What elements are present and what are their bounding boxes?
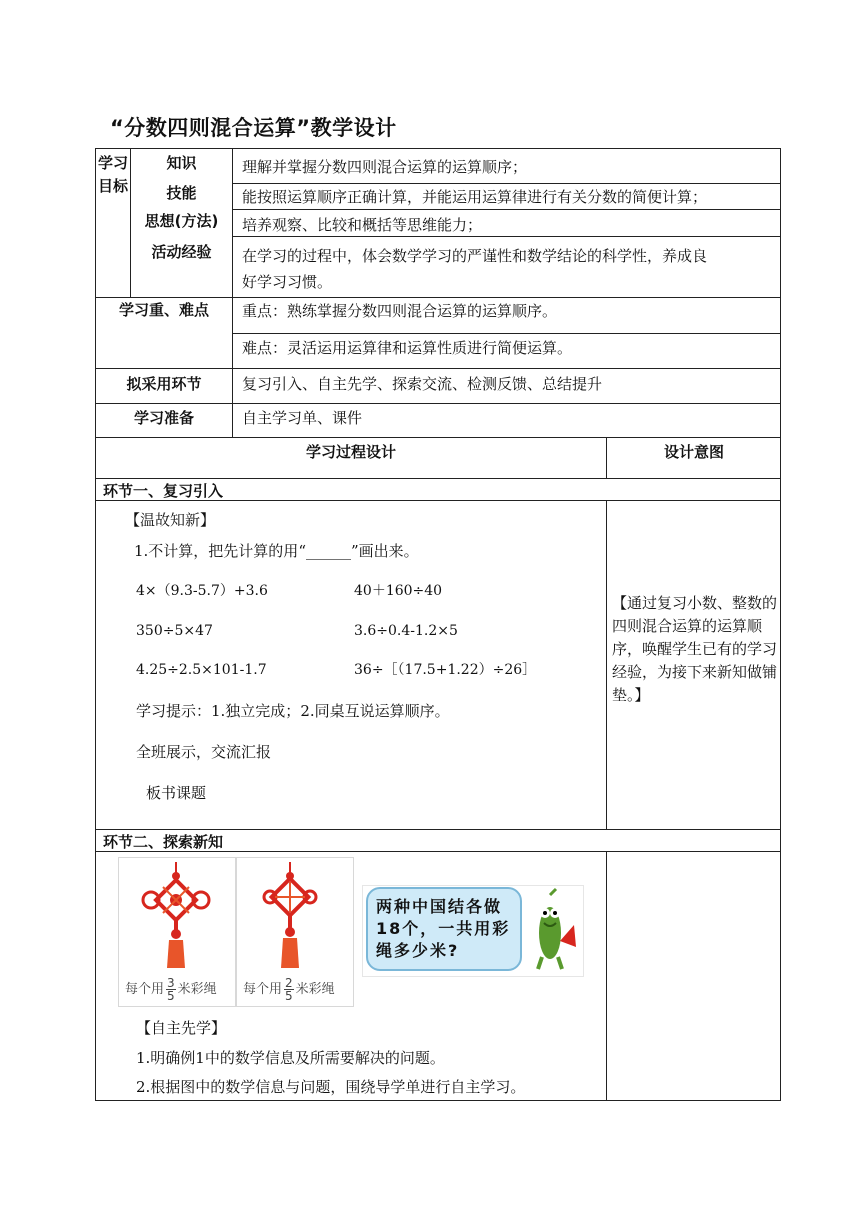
divider: [95, 437, 781, 438]
objective-label-method: 思想(方法): [144, 212, 219, 230]
intent-header: 设计意图: [663, 443, 724, 461]
objective-text-experience-line2: 好学习习惯。: [242, 273, 333, 291]
steps-text: 复习引入、自主先学、探索交流、检测反馈、总结提升: [242, 375, 603, 393]
divider: [606, 851, 607, 1101]
section2-title: 环节二、探索新知: [103, 833, 224, 851]
divider: [232, 209, 781, 210]
knot-caption-2: 每个用 $\frac{2}{5}$ 米彩绳: [243, 976, 335, 1003]
objective-text-skill: 能按照运算顺序正确计算，并能运用运算律进行有关分数的简便计算；: [242, 188, 708, 206]
expression: 4×（9.3-5.7）+3.6: [136, 583, 268, 599]
prep-label: 学习准备: [133, 409, 194, 427]
expression: 4.25÷2.5×101-1.7: [136, 662, 267, 678]
divider: [95, 368, 781, 369]
key-points-label: 学习重、难点: [118, 301, 209, 319]
section1-task: 1.不计算，把先计算的用“______”画出来。: [134, 542, 419, 560]
document-title: “分数四则混合运算”教学设计: [110, 116, 397, 140]
objectives-header: 学习目标: [97, 154, 128, 195]
divider: [95, 297, 781, 298]
steps-label: 拟采用环节: [126, 375, 202, 393]
objective-label-knowledge: 知识: [166, 154, 197, 172]
cartoon-character-icon: [520, 885, 580, 975]
section2-item2: 2.根据图中的数学信息与问题，围绕导学单进行自主学习。: [136, 1078, 526, 1096]
knot-image-2: [236, 857, 354, 1007]
knot-image-1: [118, 857, 236, 1007]
objective-text-method: 培养观察、比较和概括等思维能力；: [242, 216, 483, 234]
section1-title: 环节一、复习引入: [103, 482, 224, 500]
section2-item1: 1.明确例1中的数学信息及所需要解决的问题。: [136, 1049, 445, 1067]
prep-text: 自主学习单、课件: [242, 409, 363, 427]
section1-heading: 【温故知新】: [125, 511, 216, 529]
objective-text-experience-line1: 在学习的过程中，体会数学学习的严谨性和数学结论的科学性，养成良: [242, 247, 708, 265]
section1-board: 板书课题: [146, 784, 207, 802]
divider: [606, 500, 607, 829]
divider: [232, 148, 233, 438]
divider: [232, 236, 781, 237]
objective-text-knowledge: 理解并掌握分数四则混合运算的运算顺序；: [242, 158, 528, 176]
expression: 36÷［（17.5+1.22）÷26］: [354, 662, 537, 678]
divider: [95, 478, 781, 479]
divider: [232, 333, 781, 334]
divider: [95, 403, 781, 404]
section1-share: 全班展示，交流汇报: [136, 743, 272, 761]
key-point-difficult: 难点：灵活运用运算律和运算性质进行简便运算。: [242, 339, 573, 357]
objective-label-experience: 活动经验: [151, 243, 212, 261]
knot-caption-1: 每个用 $\frac{3}{5}$ 米彩绳: [125, 976, 217, 1003]
expression: 350÷5×47: [136, 623, 213, 639]
question-text: 两种中国结各做18个，一共用彩绳多少米?: [376, 897, 511, 960]
section2-heading: 【自主先学】: [136, 1019, 227, 1037]
key-point-important: 重点：熟练掌握分数四则混合运算的运算顺序。: [242, 302, 558, 320]
fraction: $\frac{3}{5}$: [167, 976, 175, 1003]
objective-label-skill: 技能: [166, 184, 197, 202]
expression: 40＋160÷40: [354, 583, 443, 599]
divider: [95, 829, 781, 830]
divider: [232, 183, 781, 184]
section1-tip: 学习提示：1.独立完成；2.同桌互说运算顺序。: [136, 702, 450, 720]
section1-intent: 【通过复习小数、整数的四则混合运算的运算顺序，唤醒学生已有的学习经验，为接下来新知做铺垫。】: [612, 594, 778, 704]
expression: 3.6÷0.4-1.2×5: [354, 623, 458, 639]
fraction: $\frac{2}{5}$: [285, 976, 293, 1003]
process-header: 学习过程设计: [305, 443, 396, 461]
